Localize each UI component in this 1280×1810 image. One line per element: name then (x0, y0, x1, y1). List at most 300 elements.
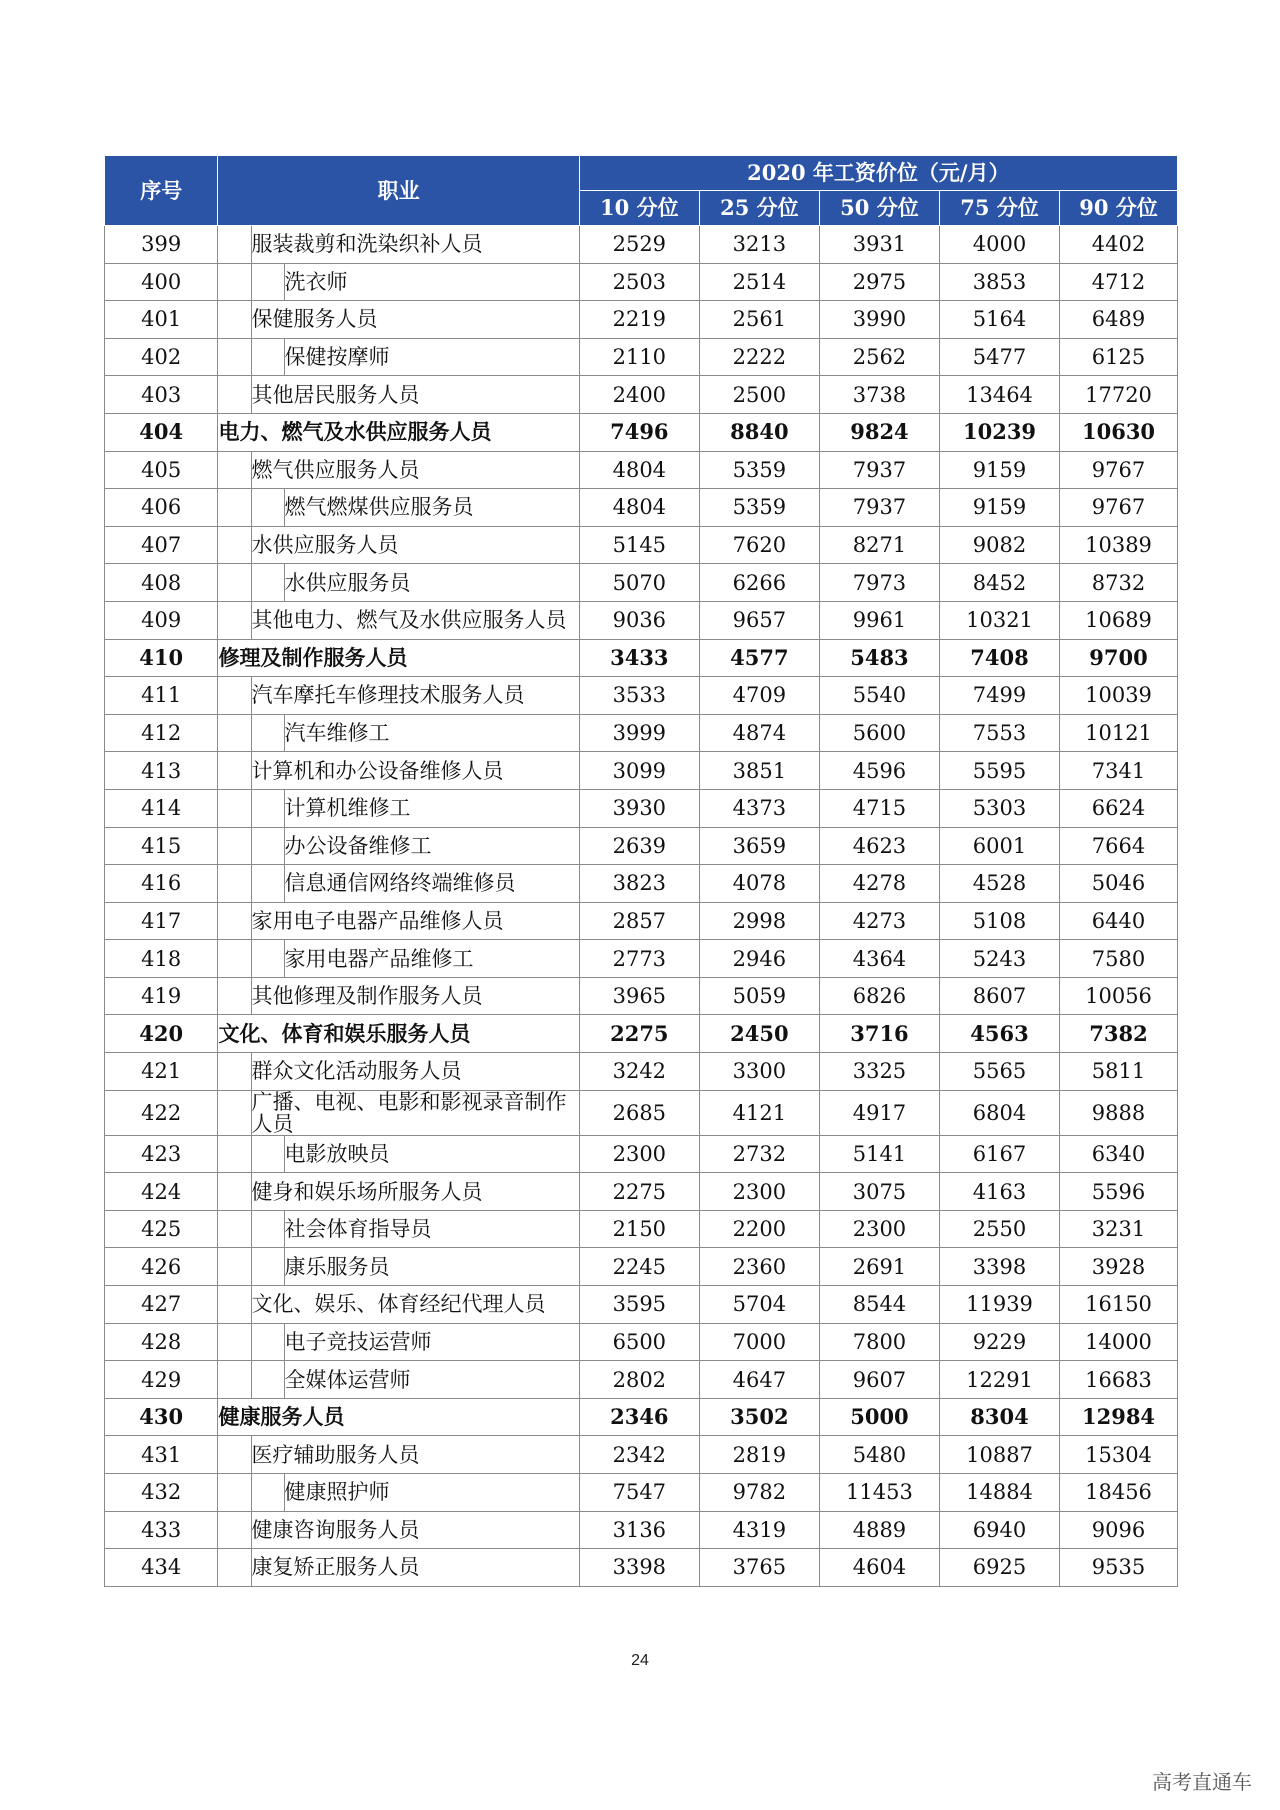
table-row (105, 263, 1178, 301)
occupation-name: 计算机和办公设备维修人员 (251, 752, 579, 790)
table-row (105, 639, 1178, 677)
indent-cell (251, 564, 284, 602)
wage-value: 6001 (939, 827, 1059, 865)
wage-value: 2346 (579, 1398, 699, 1436)
table-row (105, 1398, 1178, 1436)
indent-cell (251, 1474, 284, 1512)
header-p25: 25 分位 (699, 191, 819, 226)
wage-value: 5243 (939, 940, 1059, 978)
occupation-name: 电力、燃气及水供应服务人员 (218, 413, 579, 451)
indent-cell (218, 1210, 251, 1248)
wage-value: 3300 (699, 1053, 819, 1091)
wage-value: 2222 (699, 338, 819, 376)
table-row (105, 1090, 1178, 1135)
indent-cell (218, 601, 251, 639)
wage-value: 9229 (939, 1323, 1059, 1361)
indent-cell (218, 714, 251, 752)
wage-value: 5145 (579, 526, 699, 564)
row-index: 419 (105, 977, 218, 1015)
row-index: 402 (105, 338, 218, 376)
watermark-text: 高考直通车 (1152, 1770, 1252, 1794)
wage-value: 2150 (579, 1210, 699, 1248)
wage-value: 12984 (1060, 1398, 1178, 1436)
wage-value: 5483 (819, 639, 939, 677)
wage-value: 5600 (819, 714, 939, 752)
wage-value: 9767 (1060, 489, 1178, 527)
wage-value: 9036 (579, 601, 699, 639)
wage-value: 8304 (939, 1398, 1059, 1436)
indent-cell (218, 977, 251, 1015)
table-row (105, 601, 1178, 639)
wage-value: 8840 (699, 413, 819, 451)
wage-value: 5000 (819, 1398, 939, 1436)
wage-value: 5164 (939, 301, 1059, 339)
indent-cell (218, 1248, 251, 1286)
wage-value: 2110 (579, 338, 699, 376)
wage-value: 2275 (579, 1173, 699, 1211)
row-index: 418 (105, 940, 218, 978)
table-row (105, 1210, 1178, 1248)
wage-value: 10321 (939, 601, 1059, 639)
indent-cell (251, 789, 284, 827)
table-row (105, 1173, 1178, 1211)
row-index: 406 (105, 489, 218, 527)
wage-value: 9657 (699, 601, 819, 639)
row-index: 427 (105, 1286, 218, 1324)
wage-value: 2200 (699, 1210, 819, 1248)
wage-value: 7800 (819, 1323, 939, 1361)
table-row (105, 940, 1178, 978)
row-index: 411 (105, 677, 218, 715)
wage-value: 5540 (819, 677, 939, 715)
occupation-name: 广播、电视、电影和影视录音制作人员 (251, 1090, 579, 1135)
row-index: 431 (105, 1436, 218, 1474)
wage-value: 7580 (1060, 940, 1178, 978)
occupation-name: 健身和娱乐场所服务人员 (251, 1173, 579, 1211)
indent-cell (218, 451, 251, 489)
indent-cell (218, 789, 251, 827)
occupation-name: 燃气供应服务人员 (251, 451, 579, 489)
wage-value: 10689 (1060, 601, 1178, 639)
indent-cell (251, 489, 284, 527)
indent-cell (218, 301, 251, 339)
wage-value: 2685 (579, 1090, 699, 1135)
wage-value: 9700 (1060, 639, 1178, 677)
wage-value: 2529 (579, 226, 699, 264)
wage-value: 6440 (1060, 902, 1178, 940)
wage-value: 4163 (939, 1173, 1059, 1211)
wage-value: 5046 (1060, 865, 1178, 903)
wage-value: 4278 (819, 865, 939, 903)
wage-value: 7499 (939, 677, 1059, 715)
wage-value: 2275 (579, 1015, 699, 1053)
table-row (105, 1323, 1178, 1361)
row-index: 430 (105, 1398, 218, 1436)
table-row (105, 865, 1178, 903)
wage-value: 6925 (939, 1549, 1059, 1587)
wage-value: 17720 (1060, 376, 1178, 414)
row-index: 429 (105, 1361, 218, 1399)
table-row (105, 827, 1178, 865)
wage-value: 9824 (819, 413, 939, 451)
wage-value: 5596 (1060, 1173, 1178, 1211)
occupation-name: 办公设备维修工 (284, 827, 579, 865)
wage-value: 10389 (1060, 526, 1178, 564)
wage-value: 2245 (579, 1248, 699, 1286)
wage-value: 3765 (699, 1549, 819, 1587)
occupation-name: 保健按摩师 (284, 338, 579, 376)
wage-value: 8452 (939, 564, 1059, 602)
wage-value: 2773 (579, 940, 699, 978)
wage-value: 5811 (1060, 1053, 1178, 1091)
row-index: 415 (105, 827, 218, 865)
wage-value: 6266 (699, 564, 819, 602)
table-row (105, 1474, 1178, 1512)
occupation-name: 群众文化活动服务人员 (251, 1053, 579, 1091)
indent-cell (251, 1135, 284, 1173)
wage-value: 3659 (699, 827, 819, 865)
wage-value: 13464 (939, 376, 1059, 414)
wage-value: 9082 (939, 526, 1059, 564)
wage-value: 2946 (699, 940, 819, 978)
occupation-name: 保健服务人员 (251, 301, 579, 339)
table-body (105, 226, 1178, 1587)
row-index: 432 (105, 1474, 218, 1512)
wage-value: 4577 (699, 639, 819, 677)
table-row (105, 301, 1178, 339)
occupation-name: 计算机维修工 (284, 789, 579, 827)
wage-value: 7973 (819, 564, 939, 602)
indent-cell (251, 1248, 284, 1286)
wage-value: 16683 (1060, 1361, 1178, 1399)
wage-value: 3433 (579, 639, 699, 677)
occupation-name: 汽车维修工 (284, 714, 579, 752)
row-index: 416 (105, 865, 218, 903)
wage-value: 3099 (579, 752, 699, 790)
wage-value: 4000 (939, 226, 1059, 264)
wage-value: 2819 (699, 1436, 819, 1474)
wage-value: 5480 (819, 1436, 939, 1474)
wage-value: 5303 (939, 789, 1059, 827)
occupation-name: 洗衣师 (284, 263, 579, 301)
occupation-name: 水供应服务人员 (251, 526, 579, 564)
wage-value: 3965 (579, 977, 699, 1015)
wage-value: 10056 (1060, 977, 1178, 1015)
wage-value: 8607 (939, 977, 1059, 1015)
wage-value: 6826 (819, 977, 939, 1015)
wage-value: 3738 (819, 376, 939, 414)
indent-cell (218, 1053, 251, 1091)
wage-value: 2400 (579, 376, 699, 414)
wage-value: 9096 (1060, 1511, 1178, 1549)
wage-value: 2857 (579, 902, 699, 940)
indent-cell (218, 940, 251, 978)
wage-value: 5359 (699, 451, 819, 489)
occupation-name: 其他电力、燃气及水供应服务人员 (251, 601, 579, 639)
indent-cell (251, 865, 284, 903)
occupation-name: 其他居民服务人员 (251, 376, 579, 414)
wage-value: 7496 (579, 413, 699, 451)
row-index: 410 (105, 639, 218, 677)
table-row (105, 526, 1178, 564)
wage-value: 5595 (939, 752, 1059, 790)
wage-value: 2503 (579, 263, 699, 301)
wage-value: 4709 (699, 677, 819, 715)
occupation-name: 电影放映员 (284, 1135, 579, 1173)
indent-cell (218, 1173, 251, 1211)
wage-value: 4078 (699, 865, 819, 903)
table-row (105, 1361, 1178, 1399)
wage-value: 3136 (579, 1511, 699, 1549)
table-row (105, 338, 1178, 376)
table-row (105, 1015, 1178, 1053)
wage-value: 15304 (1060, 1436, 1178, 1474)
header-p75: 75 分位 (939, 191, 1059, 226)
row-index: 403 (105, 376, 218, 414)
header-p50: 50 分位 (819, 191, 939, 226)
wage-value: 10039 (1060, 677, 1178, 715)
wage-value: 3213 (699, 226, 819, 264)
wage-value: 4528 (939, 865, 1059, 903)
wage-value: 3930 (579, 789, 699, 827)
row-index: 409 (105, 601, 218, 639)
occupation-name: 文化、娱乐、体育经纪代理人员 (251, 1286, 579, 1324)
table-row (105, 489, 1178, 527)
row-index: 424 (105, 1173, 218, 1211)
indent-cell (251, 263, 284, 301)
wage-value: 8544 (819, 1286, 939, 1324)
wage-value: 2300 (699, 1173, 819, 1211)
table-row (105, 1436, 1178, 1474)
row-index: 434 (105, 1549, 218, 1587)
wage-value: 3851 (699, 752, 819, 790)
header-p10: 10 分位 (579, 191, 699, 226)
wage-value: 8271 (819, 526, 939, 564)
wage-value: 7341 (1060, 752, 1178, 790)
indent-cell (218, 263, 251, 301)
occupation-name: 健康服务人员 (218, 1398, 579, 1436)
wage-value: 3075 (819, 1173, 939, 1211)
wage-value: 4889 (819, 1511, 939, 1549)
wage-value: 4121 (699, 1090, 819, 1135)
wage-value: 6804 (939, 1090, 1059, 1135)
wage-value: 10121 (1060, 714, 1178, 752)
wage-value: 3325 (819, 1053, 939, 1091)
wage-value: 9782 (699, 1474, 819, 1512)
indent-cell (218, 376, 251, 414)
wage-value: 10239 (939, 413, 1059, 451)
wage-value: 7553 (939, 714, 1059, 752)
indent-cell (218, 1549, 251, 1587)
wage-value: 7408 (939, 639, 1059, 677)
indent-cell (218, 338, 251, 376)
table-row (105, 226, 1178, 264)
wage-value: 4804 (579, 489, 699, 527)
wage-value: 7937 (819, 451, 939, 489)
wage-value: 3242 (579, 1053, 699, 1091)
table-row (105, 1286, 1178, 1324)
row-index: 421 (105, 1053, 218, 1091)
indent-cell (251, 1361, 284, 1399)
wage-value: 3502 (699, 1398, 819, 1436)
page-number: 24 (631, 1652, 649, 1669)
table-row (105, 789, 1178, 827)
indent-cell (251, 1210, 284, 1248)
wage-value: 4712 (1060, 263, 1178, 301)
wage-value: 6500 (579, 1323, 699, 1361)
occupation-name: 水供应服务员 (284, 564, 579, 602)
wage-value: 5059 (699, 977, 819, 1015)
indent-cell (218, 1323, 251, 1361)
wage-value: 2639 (579, 827, 699, 865)
row-index: 412 (105, 714, 218, 752)
wage-value: 9961 (819, 601, 939, 639)
occupation-name: 社会体育指导员 (284, 1210, 579, 1248)
wage-value: 6489 (1060, 301, 1178, 339)
occupation-name: 康乐服务员 (284, 1248, 579, 1286)
table-row (105, 1248, 1178, 1286)
indent-cell (218, 564, 251, 602)
wage-value: 5477 (939, 338, 1059, 376)
wage-value: 3823 (579, 865, 699, 903)
wage-value: 8732 (1060, 564, 1178, 602)
row-index: 408 (105, 564, 218, 602)
indent-cell (218, 865, 251, 903)
occupation-name: 服装裁剪和洗染织补人员 (251, 226, 579, 264)
occupation-name: 健康照护师 (284, 1474, 579, 1512)
wage-value: 3853 (939, 263, 1059, 301)
indent-cell (251, 1323, 284, 1361)
row-index: 414 (105, 789, 218, 827)
wage-value: 2562 (819, 338, 939, 376)
wage-value: 3398 (579, 1549, 699, 1587)
wage-value: 4319 (699, 1511, 819, 1549)
wage-value: 9159 (939, 451, 1059, 489)
occupation-name: 燃气燃煤供应服务员 (284, 489, 579, 527)
header-wage-group: 2020 年工资价位（元/月） (579, 156, 1177, 191)
wage-value: 9767 (1060, 451, 1178, 489)
wage-value: 7382 (1060, 1015, 1178, 1053)
row-index: 433 (105, 1511, 218, 1549)
wage-value: 4715 (819, 789, 939, 827)
wage-value: 2975 (819, 263, 939, 301)
indent-cell (251, 940, 284, 978)
occupation-name: 汽车摩托车修理技术服务人员 (251, 677, 579, 715)
table-row (105, 1511, 1178, 1549)
occupation-name: 全媒体运营师 (284, 1361, 579, 1399)
wage-value: 4623 (819, 827, 939, 865)
wage-value: 4373 (699, 789, 819, 827)
wage-value: 4917 (819, 1090, 939, 1135)
wage-value: 9535 (1060, 1549, 1178, 1587)
wage-value: 4647 (699, 1361, 819, 1399)
table-row (105, 977, 1178, 1015)
wage-value: 3231 (1060, 1210, 1178, 1248)
occupation-name: 康复矫正服务人员 (251, 1549, 579, 1587)
wage-value: 11453 (819, 1474, 939, 1512)
wage-value: 6624 (1060, 789, 1178, 827)
wage-value: 18456 (1060, 1474, 1178, 1512)
indent-cell (218, 752, 251, 790)
wage-value: 6167 (939, 1135, 1059, 1173)
wage-value: 3716 (819, 1015, 939, 1053)
wage-value: 2300 (579, 1135, 699, 1173)
wage-value: 14000 (1060, 1323, 1178, 1361)
wage-value: 9888 (1060, 1090, 1178, 1135)
wage-value: 3928 (1060, 1248, 1178, 1286)
wage-value: 10630 (1060, 413, 1178, 451)
row-index: 405 (105, 451, 218, 489)
wage-value: 7620 (699, 526, 819, 564)
table-row (105, 714, 1178, 752)
wage-value: 5359 (699, 489, 819, 527)
row-index: 420 (105, 1015, 218, 1053)
table-row (105, 1053, 1178, 1091)
wage-value: 2500 (699, 376, 819, 414)
row-index: 401 (105, 301, 218, 339)
wage-value: 2300 (819, 1210, 939, 1248)
occupation-name: 医疗辅助服务人员 (251, 1436, 579, 1474)
wage-value: 10887 (939, 1436, 1059, 1474)
row-index: 423 (105, 1135, 218, 1173)
wage-value: 4402 (1060, 226, 1178, 264)
indent-cell (218, 1361, 251, 1399)
wage-value: 4596 (819, 752, 939, 790)
wage-value: 2342 (579, 1436, 699, 1474)
indent-cell (218, 1286, 251, 1324)
table-row (105, 1135, 1178, 1173)
wage-value: 2360 (699, 1248, 819, 1286)
table-row (105, 1549, 1178, 1587)
wage-value: 5565 (939, 1053, 1059, 1091)
wage-table (104, 155, 1178, 1587)
wage-value: 3990 (819, 301, 939, 339)
table-row (105, 451, 1178, 489)
wage-value: 2561 (699, 301, 819, 339)
wage-value: 6940 (939, 1511, 1059, 1549)
occupation-name: 文化、体育和娱乐服务人员 (218, 1015, 579, 1053)
occupation-name: 健康咨询服务人员 (251, 1511, 579, 1549)
wage-value: 2732 (699, 1135, 819, 1173)
indent-cell (251, 827, 284, 865)
table-row (105, 376, 1178, 414)
wage-value: 5108 (939, 902, 1059, 940)
occupation-name: 修理及制作服务人员 (218, 639, 579, 677)
indent-cell (218, 226, 251, 264)
wage-value: 4874 (699, 714, 819, 752)
header-p90: 90 分位 (1060, 191, 1178, 226)
wage-value: 5141 (819, 1135, 939, 1173)
wage-value: 7547 (579, 1474, 699, 1512)
wage-value: 6125 (1060, 338, 1178, 376)
wage-value: 4563 (939, 1015, 1059, 1053)
indent-cell (218, 1135, 251, 1173)
indent-cell (251, 338, 284, 376)
row-index: 428 (105, 1323, 218, 1361)
occupation-name: 家用电器产品维修工 (284, 940, 579, 978)
wage-value: 9159 (939, 489, 1059, 527)
wage-value: 7664 (1060, 827, 1178, 865)
wage-value: 4804 (579, 451, 699, 489)
wage-value: 16150 (1060, 1286, 1178, 1324)
wage-value: 14884 (939, 1474, 1059, 1512)
row-index: 425 (105, 1210, 218, 1248)
table-row (105, 677, 1178, 715)
indent-cell (218, 827, 251, 865)
indent-cell (218, 489, 251, 527)
wage-value: 7000 (699, 1323, 819, 1361)
wage-value: 2691 (819, 1248, 939, 1286)
